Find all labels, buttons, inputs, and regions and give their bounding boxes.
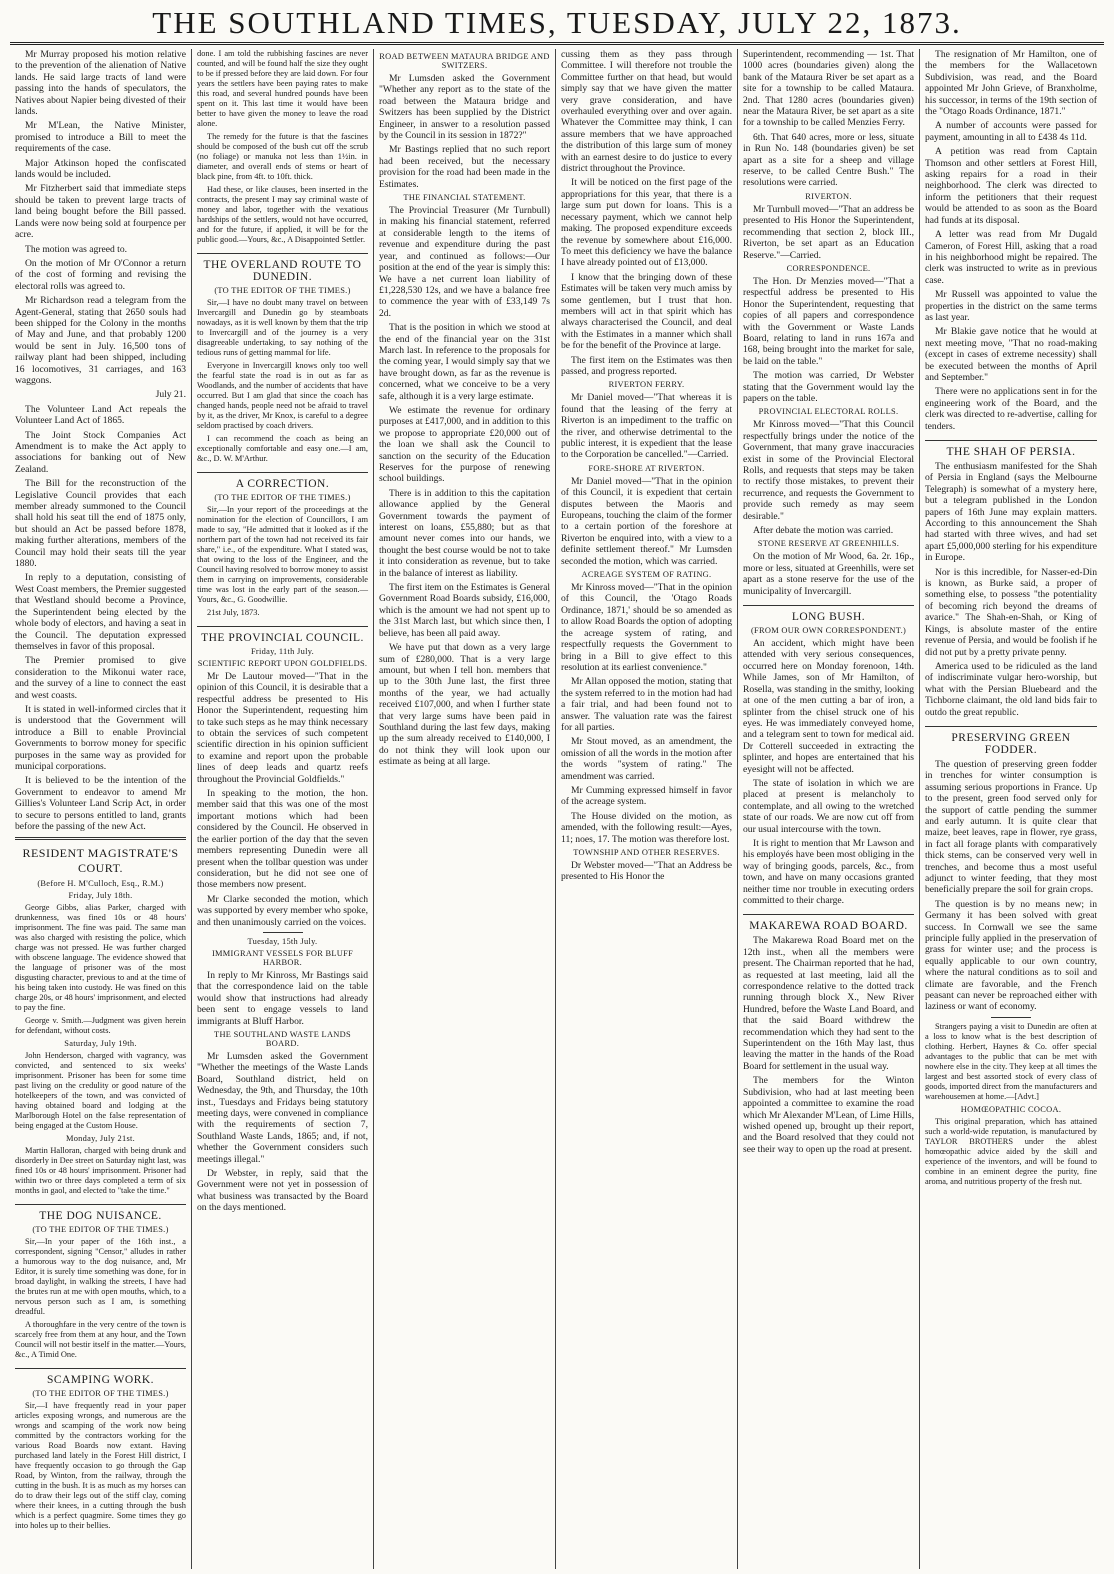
paragraph: The Provincial Treasurer (Mr Turnbull) in making his financial statement, referred at considerable length to the items of revenue and expenditure during the past year, and continued as follows:—Our position at the end of the year is simply this: We have a net current loan liability of £1,228,530 12s, and we have a balance free to commence the year with of £33,149 7s 2d. (379, 205, 550, 319)
paragraph: Mr Russell was appointed to value the properties in the district on the same terms as last year. (925, 289, 1097, 323)
court-report: Martin Halloran, charged with being drunk and disorderly in Dee street on Saturday night last, was fined 10s or 48 hours' imprisonment. Prisoner had within two or three days completed a term of six months in gaol, and elected to "take the time." (15, 1146, 186, 1196)
letter-paragraph: A thoroughfare in the very centre of the town is scarcely free from them at any hour, and the Town Council will not bestir itself in the matter.—Yours, &c., A Timid One. (15, 1320, 186, 1360)
paragraph: America used to be ridiculed as the land of indiscriminate vulgar hero-worship, but what with the Persian Bluebeard and the Tichborne claimant, the old land bids fair to outdo the great republic. (925, 660, 1097, 718)
paragraph: Mr Stout moved, as an amendment, the omission of all the words in the motion after the words "system of rating." The amendment was carried. (561, 736, 732, 782)
paragraph: On the motion of Mr O'Connor a return of the cost of forming and revising the electoral rolls was agreed to. (15, 257, 186, 292)
paragraph: The Bill for the reconstruction of the Legislative Council provides that each member already summoned to the Council shall hold his seat till the end of 1875 only, but should an Act be passed before 1878, making further alterations, members of the Council may hold their seats till the year 1880. (15, 478, 186, 570)
topic-heading: TOWNSHIP AND OTHER RESERVES. (573, 848, 720, 857)
letter-paragraph: Sir,—In your report of the proceedings at the nomination for the election of Councillors, I am made to say, "He admitted that it looked as if the northern part of the town had not received its fair share," i.e., of the expenditure. What I stated was, that owing to the loss of the Engineer, and the Council having resolved to borrow money to assist them in carrying on improvements, considerable time was lost in the early part of the season.—Yours, &c., G. Goodwillie. (197, 505, 368, 604)
paragraph: Mr Lumsden asked the Government "Whether any report as to the state of the road between the Mataura bridge and Switzers has been supplied by the District Engineer, in answer to a resolution passed by the Council in its session in 1872?" (379, 73, 550, 142)
paragraph: A number of accounts were passed for payment, amounting in all to £438 4s 11d. (925, 120, 1097, 143)
masthead: THE SOUTHLAND TIMES, TUESDAY, JULY 22, 1873. (10, 6, 1104, 45)
divider (991, 1017, 1031, 1018)
letter-paragraph: Sir,—In your paper of the 16th inst., a correspondent, signing "Censor," alludes in rather a humorous way to the dog nuisance, and, Mr Editor, it is surely time something was done, for in broad daylight, in walking the streets, I have had the brutes run at me with open mouths, which, to a nervous person such as I am, is something dreadful. (15, 1237, 186, 1317)
paragraph: On the motion of Mr Wood, 6a. 2r. 16p., more or less, situated at Greenhills, were set apart as a stone reserve for the use of the municipality of Invercargill. (743, 551, 914, 597)
section-subheading: (TO THE EDITOR OF THE TIMES.) (214, 286, 351, 295)
letter-paragraph: Everyone in Invercargill knows only too well the fearful state the road is in out as far as Woodlands, and the number of accidents that have occurred. But I am glad that since the coach has changed hands, people need not be afraid to travel by it, as the driver, Mr Knox, is careful to a degree seldom practised by coach drivers. (197, 361, 368, 430)
court-report: George v. Smith.—Judgment was given herein for defendant, without costs. (15, 1016, 186, 1036)
column-2 (192, 49, 374, 1569)
paragraph: The first item on the Estimates was then passed, and progress reported. (561, 354, 732, 377)
paragraph: The motion was agreed to. (25, 243, 128, 255)
paragraph: The members for the Winton Subdivision, who had at last meeting been appointed a committee to examine the road which Mr Alexander M'Lean, of Lime Hills, wished opened up, brought up their report, and the Board resolved that they could not see their way to open up the road at present. (743, 1075, 914, 1155)
paragraph: I know that the bringing down of these Estimates will be taken very much amiss by some gentlemen, but I trust that hon. members will act in that spirit which has always characterised the Council, and deal with the Estimates in a manner which shall be for the benefit of the Province at large. (561, 271, 732, 352)
topic-heading: THE SOUTHLAND WASTE LANDS BOARD. (214, 1029, 351, 1048)
paragraph: The first item on the Estimates is General Government Road Boards subsidy, £16,000, which is the amount we had not spent up to the 31st March last, but which since then, I believe, has been all paid away. (379, 582, 550, 639)
section-heading: THE DOG NUISANCE. (15, 1204, 186, 1222)
paragraph: A letter was read from Mr Dugald Cameron, of Forest Hill, asking that a road in his neighborhood might be repaired. The clerk was instructed to write as in previous case. (925, 229, 1097, 286)
column-6 (920, 49, 1102, 1569)
topic-heading: IMMIGRANT VESSELS FOR BLUFF HARBOR. (211, 948, 354, 967)
court-report: George Gibbs, alias Parker, charged with drunkenness, was fined 10s or 48 hours' imprisonment. The fine was paid. The same man was also charged with resisting the police, which charge was not pressed. He was further charged with obscene language. The evidence showed that the language of prisoner was of the most disgusting character, previous to and at the time of his being taken into custody. He was fined on this charge 20s, or 48 hours' imprisonment, and elected to pay the fine. (15, 903, 186, 1013)
paragraph: The state of isolation in which we are placed at present is melancholy to contemplate, and all owing to the wretched state of our roads. We are now cut off from our usual intercourse with the town. (743, 777, 914, 835)
paragraph: 6th. That 640 acres, more or less, situate in Run No. 148 (boundaries given) be set apart as a site for a sheep and village reserve, to be called Centre Bush." The resolutions were carried. (743, 131, 914, 189)
paragraph: The resignation of Mr Hamilton, one of the members for the Wallacetown Subdivision, was read, and the Board appointed Mr John Grieve, of Branxholme, his successor, in terms of the 19th section of the "Otago Roads Ordinance, 1871." (925, 49, 1097, 118)
letter-date: 21st July, 1873. (207, 608, 260, 617)
column-5 (738, 49, 920, 1569)
paragraph: There is in addition to this the capitation allowance applied by the General Government towards the payment of interest on loans, £55,880; but as that amount never comes into our hands, we thought the best course would be not to take it into consideration as revenue, but to take in the balance of interest as liability. (379, 487, 550, 579)
paragraph: The Joint Stock Companies Act Amendment is to make the Act apply to associations for banking out of New Zealand. (15, 429, 186, 475)
column-4 (556, 49, 738, 1569)
paragraph: Mr Daniel moved—"That in the opinion of this Council, it is expedient that certain disputes between the Maoris and Europeans, touching the claim of the former to a certain portion of the foreshore at Riverton be enquired into, with a view to a definite settlement thereof." Mr Lumsden seconded the motion, which was carried. (561, 475, 732, 567)
paragraph: Mr Blakie gave notice that he would at next meeting move, "That no road-making (except in cases of extreme necessity) shall be executed between the months of April and September." (925, 326, 1097, 383)
court-date: Monday, July 21st. (65, 1134, 136, 1144)
paragraph: That is the position in which we stood at the end of the financial year on the 31st March last. In reference to the proposals for the coming year, I would simply say that we have brought down, as far as the revenue is concerned, what we conceive to be a very safe, although it is a very large estimate. (379, 322, 550, 402)
paragraph: It is stated in well-informed circles that it is understood that the Government will introduce a Bill to enable Provincial Governments to borrow money for specific purposes in the same way as provided for municipal corporations. (15, 703, 186, 772)
court-date: Friday, July 18th. (68, 891, 133, 901)
paragraph: It will be noticed on the first page of the appropriations for this year, that there is a large sum put down for loans. This is a necessary payment, which we cannot help making. The proposed expenditure exceeds the revenue by somewhere about £16,000. To meet this deficiency we have the balance I have already pointed out of £13,000. (561, 177, 732, 269)
paragraph: The question of preserving green fodder in trenches for winter consumption is assuming serious proportions in France. Up to the present, green food served only for the support of cattle pending the summer and early autumn. It is quite clear that maize, beet leaves, rape in flower, rye grass, in fact all forage plants with comparatively thick stems, can be conserved very well in trenches, and become thus a most useful adjunct to winter feeding, that they most beneficially prepare the soil for grain crops. (925, 758, 1097, 896)
section-heading: MAKAREWA ROAD BOARD. (743, 914, 914, 932)
paragraph: The question is by no means new; in Germany it has been solved with great success. In Cornwall we see the same principle fully applied in the preservation of grass for winter use; and the process is equally applicable to our own country, where the natural conditions as to soil and climate are favorable, and the French peasant can never be reproached either with laziness or want of economy. (925, 898, 1097, 1013)
court-heading: RESIDENT MAGISTRATE'S COURT. (22, 846, 179, 876)
topic-heading: CORRESPONDENCE. (786, 263, 871, 273)
advert-heading: HOMŒOPATHIC COCOA. (960, 1104, 1062, 1114)
paragraph: It is believed to be the intention of the Government to endeavor to amend Mr Gillies's Volunteer Land Scrip Act, in order to secure to persons entitled to land, grants before the passing of the new Act. (15, 775, 186, 832)
topic-heading: RIVERTON. (805, 191, 852, 201)
paragraph: Mr Daniel moved—"That whereas it is found that the leasing of the ferry at Riverton is an impediment to the traffic on the river, and otherwise detrimental to the public interest, it is expedient that the lease to the Corporation be cancelled."—Carried. (561, 392, 732, 461)
section-heading: SCAMPING WORK. (15, 1368, 186, 1386)
letter-paragraph: The remedy for the future is that the fascines should be composed of the bush cut off the scrub (no foliage) or manuka not less than 1½in. in diameter, and overall ends of stems or heart of black pine, from 4ft. to 10ft. thick. (197, 132, 368, 181)
paragraph: Major Atkinson hoped the confiscated lands would be included. (15, 157, 186, 181)
column-3 (374, 49, 556, 1569)
column-1 (10, 49, 192, 1569)
paragraph: After debate the motion was carried. (753, 525, 894, 537)
paragraph: The Makarewa Road Board met on the 12th inst., when all the members were present. The Chairman reported that he had, as requested at last meeting, laid all the correspondence relative to the dotted track running through block X., New River Hundred, before the Waste Land Board, and that the said Board withdrew the recommendation which they had sent to the Superintendent on the 16th May last, thus leaving the matter in the hands of the Road Board for settlement in the usual way. (743, 935, 914, 1072)
paragraph: Mr Kinross moved—"That in the opinion of this Council, the 'Otago Roads Ordinance, 1871,' should be so amended as to allow Road Boards the option of adopting the acreage system of rating, and respectfully requests the Government to bring in a Bill to give effect to this resolution at its earliest convenience." (561, 582, 732, 673)
sitting-date: Friday, 11th July. (250, 647, 315, 656)
paragraph: Dr Webster, in reply, said that the Government were not yet in possession of what business was transacted by the Board on the days mentioned. (197, 1168, 368, 1214)
topic-heading: FORE-SHORE AT RIVERTON. (588, 463, 705, 473)
paragraph: Mr Bastings replied that no such report had been received, but the necessary provision for the road had been made in the Estimates. (379, 144, 550, 190)
paragraph: Mr Kinross moved—"That this Council respectfully brings under the notice of the Government, that many grave inaccuracies exist in some of the Provincial Electoral Rolls, and requests that steps may be taken to rectify those mistakes, to prevent their recurrence, and requests the Government to provide such remedy as may seem desirable." (743, 419, 914, 522)
sitting-date: Tuesday, 15th July. (247, 936, 318, 946)
letter-paragraph: I can recommend the coach as being an exceptionally comfortable and easy one.—I am, &c., D. W. M'Arthur. (197, 434, 368, 463)
paragraph: Mr Fitzherbert said that immediate steps should be taken to prevent large tracts of land being bought before the Bill passed. Lands were now being sold at fourpence per acre. (15, 183, 186, 241)
paragraph: We have put that down as a very large sum of £280,000. That is a very large amount, but when I tell hon. members that up to the 30th June last, the first three months of the year, we had actually received £107,000, and when I further state that very large sums have been paid in Southland during the last few days, making up the sum already received to £140,000, I do not think they will look upon our estimate as being at all large. (379, 642, 550, 768)
section-subheading: (TO THE EDITOR OF THE TIMES.) (214, 493, 351, 502)
paragraph: In speaking to the motion, the hon. member said that this was one of the most important motions which had been considered by the Council. He observed in the earlier portion of the day that the seven members representing Dunedin were all present when the tollbar question was under consideration, but he did not see one of those members now present. (197, 788, 368, 891)
paragraph: In reply to Mr Kinross, Mr Bastings said that the correspondence laid on the table would show that instructions had already been sent to engage vessels to land immigrants at Bluff Harbor. (197, 969, 368, 1027)
paragraph: Mr Murray proposed his motion relative to the prevention of the alienation of Native lands. He said large tracts of land were passing into the hands of speculators, the Natives about Napier being divested of their lands. (15, 49, 186, 118)
topic-heading: THE FINANCIAL STATEMENT. (403, 193, 526, 203)
paragraph: The Hon. Dr Menzies moved—"That a respectful address be presented to His Honor the Superintendent, requesting that copies of all papers and correspondence with the Government or Waste Lands Board, relating to land in runs 167a and 168, being brought into the market for sale, be laid on the table." (743, 275, 914, 367)
section-heading: THE PROVINCIAL COUNCIL. (197, 626, 368, 644)
paragraph: Superintendent, recommending — 1st. That 1000 acres (boundaries given) along the bank of the Mataura River be set apart as a site for a township to be called Mataura. 2nd. That 1280 acres (boundaries given) near the Mataura River, be set apart as a site for a township to be called Menzies Ferry. (743, 49, 914, 129)
letter-paragraph: Sir,—I have frequently read in your paper articles exposing wrongs, and numerous are the wrongs and scamping of the work now being committed by the contractors working for the various Road Boards now extant. Having purchased land lately in the Forest Hill district, I have frequently occasion to go through the Gap Road, by Winton, from the railway, through the cutting in the bush. It is as much as my horses can do to draw their legs out of the stiff clay, coming where their knees, in a cutting through the bush which is a perfect quagmire. Some times they go into holes up to their bellies. (15, 1401, 186, 1531)
topic-heading: SCIENTIFIC REPORT UPON GOLDFIELDS. (197, 659, 368, 668)
paragraph: Mr Lumsden asked the Government "Whether the meetings of the Waste Lands Board, Southland district, held on Wednesday, the 9th, and Thursday, the 10th inst., Tuesdays and Fridays being statutory meeting days, were convened in compliance with the requirements of section 7, Southland Waste Lands, 1865; and, if not, whether the Government considers such meetings illegal." (197, 1050, 368, 1165)
letter-paragraph: Had these, or like clauses, been inserted in the contracts, the present I may say criminal waste of money and labor, together with the vexatious hardships of the settlers, would not have occurred, and for the future, if applied, it will be for the public good.—Yours, &c., A Disappointed Settler. (197, 185, 368, 244)
paragraph: Mr Richardson read a telegram from the Agent-General, stating that 2650 souls had been shipped for the Colony in the months of May and June, and that probably 1200 would be sent in July. 16,500 tons of railway plant had been shipped, including 16 locomotives, 31 carriages, and 163 waggons. (15, 295, 186, 386)
paragraph: An accident, which might have been attended with very serious consequences, occurred here on Monday forenoon, 14th. While James, son of Mr Hamilton, of Rosella, was standing in the smithy, looking at one of the men cutting a bar of iron, a splinter from the chisel struck one of his eyes. He was immediately conveyed home, and a telegram sent to town for medical aid. Dr Cotterell succeeded in extracting the splinter, and hopes are entertained that his eyesight will not be affected. (743, 638, 914, 775)
section-subheading: (FROM OUR OWN CORRESPONDENT.) (750, 626, 907, 636)
paragraph: We estimate the revenue for ordinary purposes at £417,000, and in addition to this we propose to appropriate £20,000 out of the loan we shall ask the Council to sanction on the security of the Education Reserves for the purpose of renewing school buildings. (379, 404, 550, 485)
paragraph: In reply to a deputation, consisting of West Coast members, the Premier suggested that Westland should become a Province, the Superintendent being elected by the whole body of electors, and having a seat in the Council. The deputation expressed themselves in favor of this proposal. (15, 572, 186, 652)
paragraph: A petition was read from Captain Thomson and other settlers at Forest Hill, asking repairs for a road in their neighborhood. The clerk was directed to inform the petitioners that their request would be attended to as soon as the Board had funds at its disposal. (925, 146, 1097, 226)
topic-heading: PROVINCIAL ELECTORAL ROLLS. (758, 407, 899, 417)
advertisement: This original preparation, which has attained such a world-wide reputation, is manufactured by TAYLOR BROTHERS under the ablest homœopathic advice aided by the skill and experience of the inventors, and will be found to combine in an eminent degree the purity, fine aroma, and nutritious property of the fresh nut. (925, 1116, 1097, 1186)
section-subheading: (TO THE EDITOR OF THE TIMES.) (32, 1225, 169, 1235)
paragraph: Dr Webster moved—"That an Address be presented to His Honor the (561, 860, 732, 883)
topic-heading: ROAD BETWEEN MATAURA BRIDGE AND SWITZERS. (379, 52, 550, 70)
paragraph: The Premier promised to give consideration to the Mikonui water race, and the survey of a line to connect the east and west coasts. (15, 655, 186, 701)
topic-heading: STONE RESERVE AT GREENHILLS. (757, 539, 900, 549)
paragraph: Nor is this incredible, for Nasser-ed-Din is known, as Burke said, a proper of something else, to possess "the potentiality of becoming rich beyond the dreams of avarice." The Shah-en-Shah, or King of Kings, is absolute master of the entire revenue of Persia, and would be foolish if he did not put by a pretty private penny. (925, 566, 1097, 658)
topic-heading: RIVERTON FERRY. (608, 380, 685, 390)
dateline: July 21. (155, 389, 186, 401)
court-magistrate: (Before H. M'Culloch, Esq., R.M.) (37, 879, 164, 889)
paragraph: The motion was carried, Dr Webster stating that the Government would lay the papers on the table. (743, 370, 914, 404)
paragraph: Mr M'Lean, the Native Minister, promised to introduce a Bill to meet the requirements of the case. (15, 120, 186, 155)
paragraph: cussing them as they pass through Committee. I will therefore not trouble the Committee further on that head, but would simply say that we have given the matter very grave consideration, and have overhauled everything over and over again. Whatever the Committee may think, I can assure members that we have approached the distribution of this large sum of money with an earnest desire to do justice to every district throughout the Province. (561, 49, 732, 175)
letter-paragraph: done. I am told the rubbishing fascines are never counted, and will be found half the size they ought to be if pressed before they are laid down. For four years the settlers have been paying rates to make this road, and several hundred pounds have been spent on it. This last time it would have been better to have given the money to leave the road alone. (197, 49, 368, 128)
paragraph: It is right to mention that Mr Lawson and his employés have been most obliging in the way of bringing goods, parcels, &c., from town, and have on many occasions granted neither time nor trouble in executing orders committed to their charge. (743, 837, 914, 906)
paragraph: Mr Turnbull moved—"That an address be presented to His Honor the Superintendent, recommending that section 2, block III., Riverton, be set apart as an Education Reserve."—Carried. (743, 203, 914, 261)
columns (10, 49, 1104, 1569)
letter-paragraph: Sir,—I have no doubt many travel on between Invercargill and Dunedin go by steamboats nowadays, as it is well known by them that the trip to Invercargill and of the journey is a very disagreeable undertaking, to say nothing of the tedious runs of getting mammal for life. (197, 298, 368, 357)
advertisement: Strangers paying a visit to Dunedin are often at a loss to know what is the best description of clothing. Herbert, Haynes & Co. offer special advantages to the public that can be met with nowhere else in the city. They keep at all times the largest and best assorted stock of every class of goods, imported direct from the manufacturers and warehousemen at home.—[Advt.] (925, 1021, 1097, 1101)
paragraph: Mr Allan opposed the motion, stating that the system referred to in the motion had had a fair trial, and had been found not to answer. The valuation rate was the fairest for all parties. (561, 676, 732, 733)
paragraph: There were no applications sent in for the engineering work of the Board, and the clerk was directed to re-advertise, calling for tenders. (925, 386, 1097, 432)
paragraph: The Volunteer Land Act repeals the Volunteer Land Act of 1865. (15, 403, 186, 427)
section-heading: A CORRECTION. (197, 472, 368, 490)
paragraph: Mr Clarke seconded the motion, which was supported by every member who spoke, and then unanimously carried on the voices. (197, 893, 368, 928)
paragraph: Mr De Lautour moved—"That in the opinion of this Council, it is desirable that a respectful address be presented to His Honor the Superintendent, requesting him to take such steps as he may think necessary to obtain the services of such competent scientific direction in his opinion sufficient to examine and report upon the probable lines of deep leads and quartz reefs throughout the Provincial Goldfields." (197, 671, 368, 785)
section-heading: THE SHAH OF PERSIA. (925, 440, 1097, 458)
topic-heading: ACREAGE SYSTEM OF RATING. (581, 570, 712, 580)
section-subheading: (TO THE EDITOR OF THE TIMES.) (32, 1389, 169, 1399)
divider (15, 837, 186, 840)
section-heading: PRESERVING GREEN FODDER. (925, 726, 1097, 756)
section-heading: LONG BUSH. (743, 605, 914, 623)
court-report: John Henderson, charged with vagrancy, was convicted, and sentenced to six weeks' imprisonment. Prisoner has been for some time past living on the credulity or good nature of the hotelkeepers of the town, and was convicted of having obtained board and lodging at the Marlborough Hotel on the false representation of being engaged at the Custom House. (15, 1051, 186, 1131)
divider (263, 932, 303, 933)
paragraph: The enthusiasm manifested for the Shah of Persia in England (says the Melbourne Telegraph) is somewhat of a mystery here, but a telegram published in the London papers of 16th June may explain matters. According to this announcement the Shah had started with three wives, and had set apart £5,000,000 sterling for his expenditure in Europe. (925, 461, 1097, 564)
section-heading: THE OVERLAND ROUTE TO DUNEDIN. (197, 253, 368, 283)
paragraph: The House divided on the motion, as amended, with the following result:—Ayes, 11; noes, 17. The motion was therefore lost. (561, 810, 732, 845)
court-date: Saturday, July 19th. (64, 1039, 137, 1049)
paragraph: Mr Cumming expressed himself in favor of the acreage system. (561, 784, 732, 808)
